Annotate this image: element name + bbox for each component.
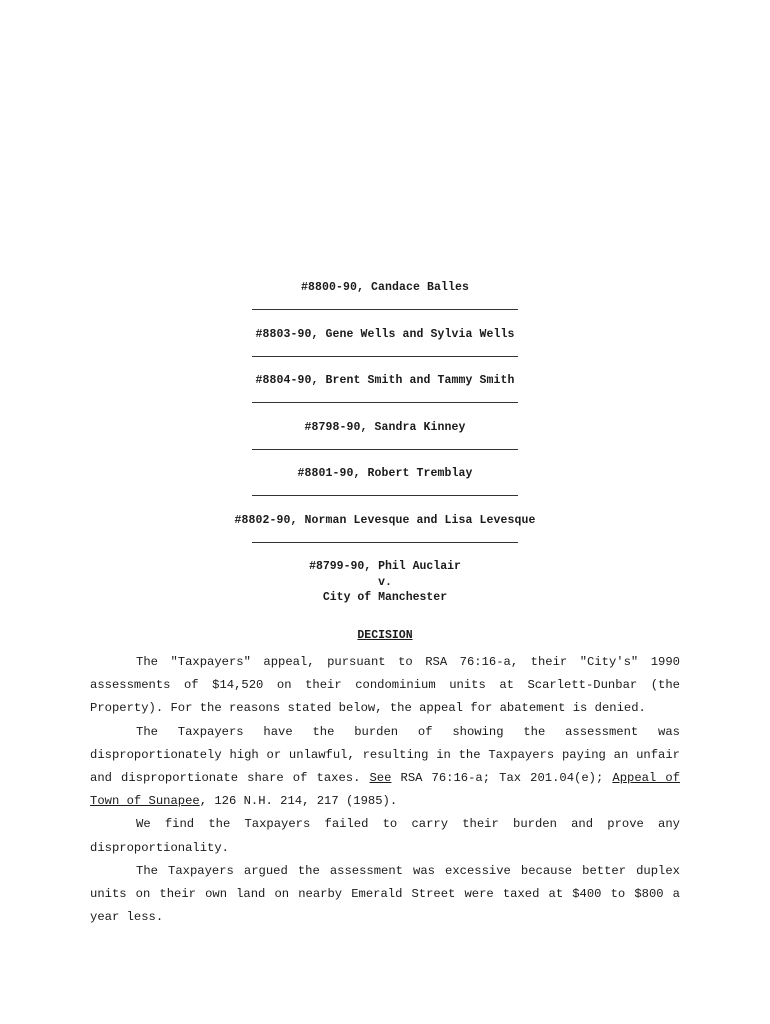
decision-body — [90, 651, 680, 929]
case-entry — [0, 373, 770, 420]
citation-signal-see: See — [369, 771, 392, 786]
paragraph-2-text-c: , 126 N.H. 214, 217 (1985). — [199, 794, 398, 809]
decision-heading: DECISION — [357, 629, 413, 642]
separator-rule — [252, 402, 518, 403]
case-caption — [0, 280, 770, 559]
paragraph-2 — [90, 721, 680, 814]
final-case-caption — [0, 559, 770, 606]
case-entry — [0, 466, 770, 513]
paragraph-4: The Taxpayers argued the assessment was excessive because better duplex units on their own land on nearby Emerald Street were taxed at $400 to $800 a year less. — [90, 863, 680, 925]
case-title: #8798-90, Sandra Kinney — [304, 420, 466, 434]
case-title: #8801-90, Robert Tremblay — [297, 467, 473, 480]
final-case-title: #8799-90, Phil Auclair — [309, 560, 461, 573]
paragraph-2-text-b: RSA 76:16-a; Tax 201.04(e); — [391, 771, 613, 786]
paragraph-3: We find the Taxpayers failed to carry their burden and prove any disproportionality. — [90, 817, 680, 855]
case-title: #8800-90, Candace Balles — [300, 281, 470, 294]
case-entry — [0, 327, 770, 374]
separator-rule — [252, 542, 518, 543]
case-entry — [0, 420, 770, 467]
separator-rule — [252, 309, 518, 310]
paragraph-2-text-a: The Taxpayers have the burden of showing the assessment was disproportionately high or unlawful, resulting in the Taxpayers paying an unfair and disproportionate share of taxes. — [90, 724, 680, 786]
separator-rule — [252, 495, 518, 496]
case-entry — [0, 513, 770, 560]
case-entry — [0, 280, 770, 327]
versus-label: v. — [378, 575, 392, 589]
case-citation: Appeal of Town of Sunapee — [90, 771, 681, 809]
case-title: #8804-90, Brent Smith and Tammy Smith — [255, 374, 515, 387]
case-title: #8803-90, Gene Wells and Sylvia Wells — [255, 327, 515, 341]
paragraph-1: The "Taxpayers" appeal, pursuant to RSA 76:16-a, their "City's" 1990 assessments of $14,520 on their condominium units at Scarlett-Dunbar (the Property). For the reasons stated below, the appeal for abatement is denied. — [90, 655, 680, 716]
respondent-name: City of Manchester — [322, 591, 448, 604]
separator-rule — [252, 356, 518, 357]
separator-rule — [252, 449, 518, 450]
case-title: #8802-90, Norman Levesque and Lisa Levesque — [234, 513, 536, 527]
